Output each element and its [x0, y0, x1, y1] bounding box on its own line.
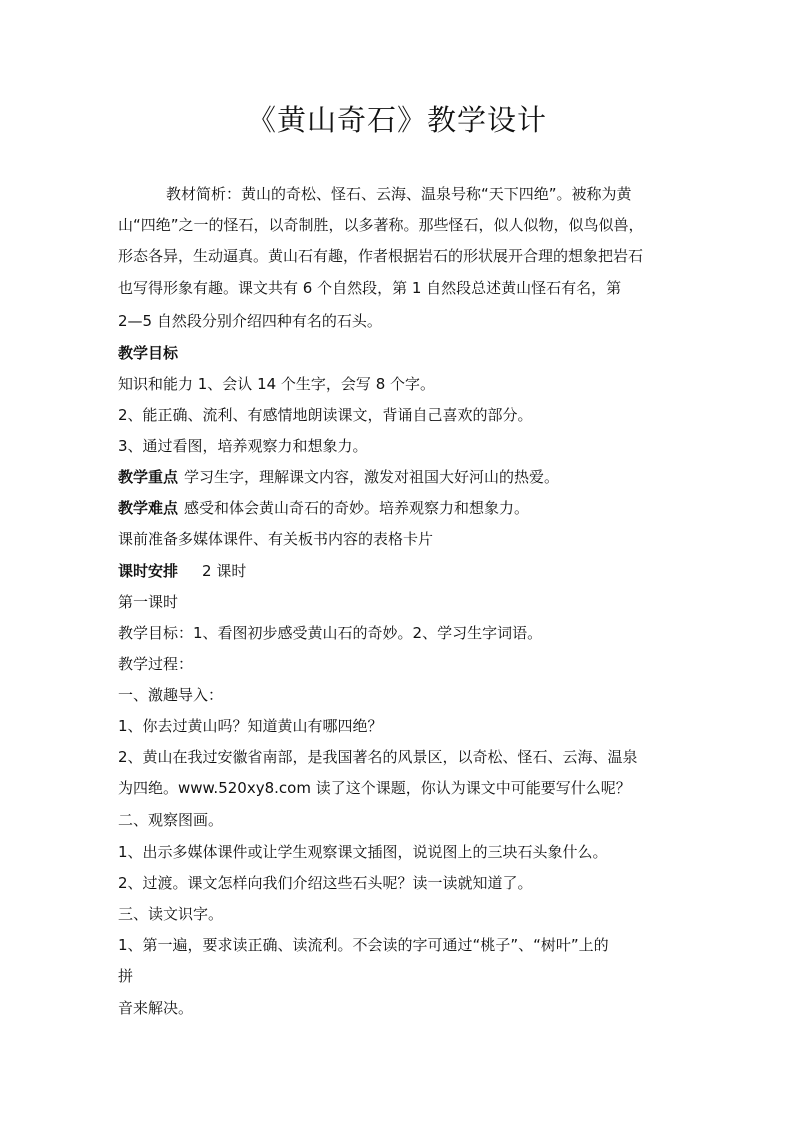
difficulty — [118, 498, 678, 518]
schedule-label: 课时安排 — [118, 562, 179, 580]
lesson1-heading: 第一课时 — [118, 593, 179, 611]
goal-item-3: 3、通过看图，培养观察力和想象力。 — [118, 437, 368, 455]
process-line: 三、读文识字。 — [118, 905, 224, 923]
process-line: 1、出示多媒体课件或让学生观察课文插图，说说图上的三块石头象什么。 — [118, 843, 608, 861]
process-line: 一、激趣导入： — [118, 686, 224, 704]
schedule-text: 2 课时 — [202, 562, 247, 580]
intro-line-4: 也写得形象有趣。课文共有 6 个自然段，第 1 自然段总述黄山怪石有名，第 — [118, 279, 622, 297]
process-line: 2、过渡。课文怎样向我们介绍这些石头呢？读一读就知道了。 — [118, 874, 533, 892]
lesson1-goals: 教学目标：1、看图初步感受黄山石的奇妙。2、学习生字词语。 — [118, 624, 543, 642]
preparation: 课前准备多媒体课件、有关板书内容的表格卡片 — [118, 530, 434, 548]
difficulty-text: 感受和体会黄山奇石的奇妙。培养观察力和想象力。 — [184, 499, 530, 517]
schedule — [118, 561, 678, 581]
process-line: 1、你去过黄山吗？知道黄山有哪四绝？ — [118, 717, 383, 735]
process-line: 音来解决。 — [118, 999, 194, 1017]
key-point — [118, 467, 678, 487]
intro-line-3: 形态各异，生动逼真。黄山石有趣，作者根据岩石的形状展开合理的想象把岩石 — [118, 247, 644, 265]
process-line: 为四绝。www.520xy8.com 读了这个课题，你认为课文中可能要写什么呢？ — [118, 779, 631, 797]
difficulty-label: 教学难点 — [118, 499, 179, 517]
process-line: 二、观察图画。 — [118, 811, 224, 829]
process-line: 2、黄山在我过安徽省南部，是我国著名的风景区，以奇松、怪石、云海、温泉 — [118, 748, 638, 766]
key-point-text: 学习生字，理解课文内容，激发对祖国大好河山的热爱。 — [184, 468, 560, 486]
process-heading: 教学过程： — [118, 655, 194, 673]
document-title: 《黄山奇石》教学设计 — [246, 103, 547, 137]
goal-item-1: 知识和能力 1、会认 14 个生字，会写 8 个字。 — [118, 375, 436, 393]
intro-line-1: 教材简析：黄山的奇松、怪石、云海、温泉号称“天下四绝”。被称为黄 — [166, 185, 632, 203]
process-line: 拼 — [118, 967, 134, 985]
intro-line-2: 山“四绝”之一的怪石，以奇制胜，以多著称。那些怪石，似人似物，似鸟似兽， — [118, 216, 644, 234]
process-line: 1、第一遍，要求读正确、读流利。不会读的字可通过“桃子”、“树叶”上的 — [118, 936, 609, 954]
goal-item-2: 2、能正确、流利、有感情地朗读课文，背诵自己喜欢的部分。 — [118, 406, 533, 424]
intro-line-5: 2—5 自然段分别介绍四种有名的石头。 — [118, 312, 382, 330]
key-point-label: 教学重点 — [118, 468, 179, 486]
goals-heading: 教学目标 — [118, 344, 179, 362]
